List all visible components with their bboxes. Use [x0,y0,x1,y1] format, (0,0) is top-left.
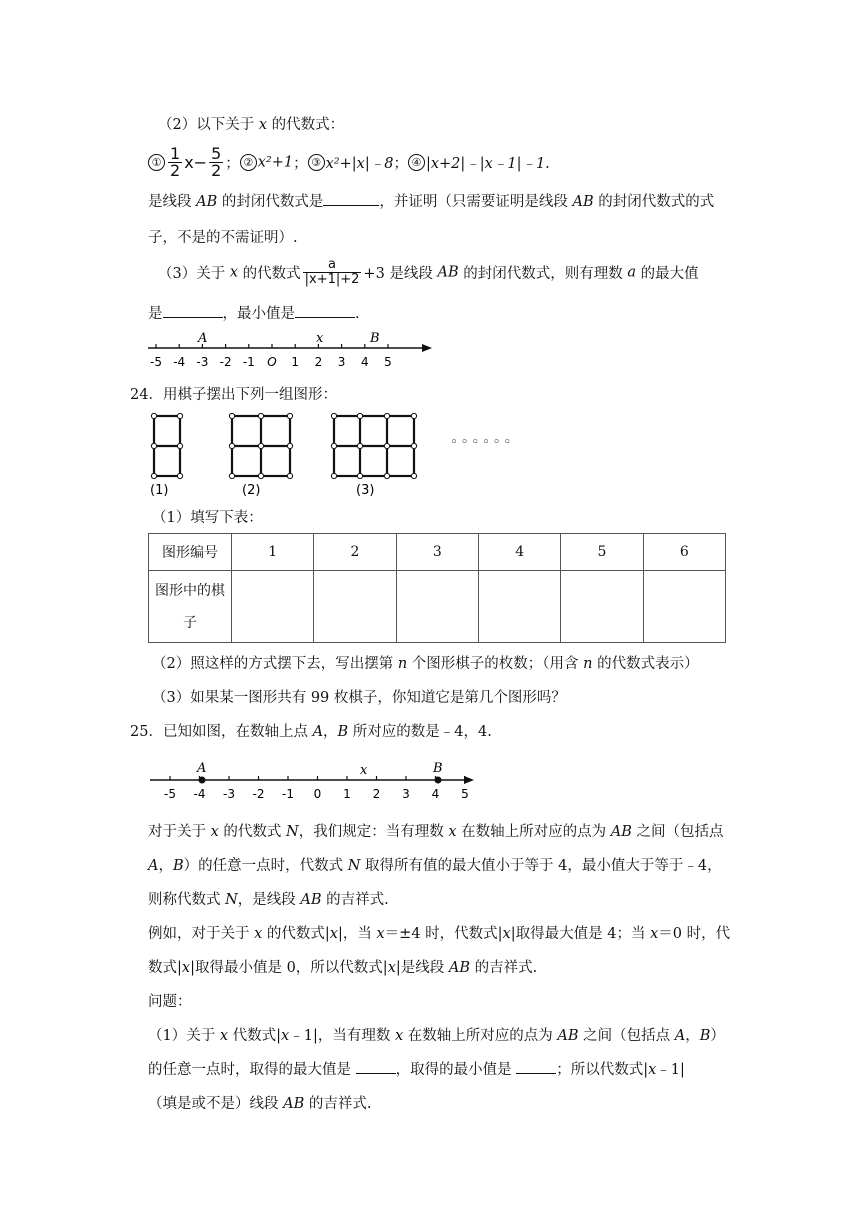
chess-figures [146,410,526,500]
point-label-A: A [197,761,207,776]
chess-piece [384,413,389,418]
table-cell: 6 [643,534,725,571]
continuation-dots: ◦◦◦◦◦◦ [450,435,515,450]
tick-label: -2 [252,787,265,801]
tick-label: 5 [384,355,392,369]
table-row-header: 图形编号 [149,534,232,571]
q23-part2-line3: 是线段 AB 的封闭代数式是 ，并证明（只需要证明是线段 AB 的封闭代数式的式 [148,194,715,210]
chess-piece [229,443,234,448]
point-label-B: B [370,331,380,346]
q23-part2-intro: （2）以下关于 x 的代数式： [158,117,345,133]
fraction: $\frac{5}{2}$ [211,144,222,180]
tick-label: 3 [402,787,410,801]
chess-piece [411,413,416,418]
chess-piece [258,413,263,418]
q25-q1-line3: （填是或不是）线段 AB 的吉祥式. [148,1096,372,1112]
q24-part1: （1）填写下表： [152,510,263,526]
chess-piece [411,443,416,448]
q25-title: 25．已知如图，在数轴上点 A，B 所对应的数是﹣4，4. [130,724,492,740]
chess-piece [411,473,416,478]
chess-piece [177,473,182,478]
figure-caption-1: (1) [150,483,169,498]
table-cell: 3 [396,534,478,571]
table-answer-cell[interactable] [478,571,560,643]
fill-table [148,533,726,643]
chess-piece [229,473,234,478]
tick-label: 2 [314,355,323,369]
tick-label: -5 [150,355,162,369]
q25-q1-line2: 的任意一点时，取得的最大值是 ，取得的最小值是 ；所以代数式|x﹣1| [148,1062,685,1078]
tick-label: 3 [337,355,346,369]
chess-piece [384,473,389,478]
circled-number-3: ③ [308,154,325,171]
table-answer-cell[interactable] [396,571,478,643]
chess-piece [287,413,292,418]
q23-part3-line2: 是 ，最小值是 . [148,306,360,322]
chess-piece [384,443,389,448]
table-cell: 5 [561,534,643,571]
chess-piece [357,413,362,418]
q24-part2: （2）照这样的方式摆下去，写出摆第 n 个图形棋子的枚数；（用含 n 的代数式表示） [152,656,699,672]
answer-blank[interactable] [323,205,379,206]
chess-piece [287,473,292,478]
table-answer-cell[interactable] [232,571,314,643]
tick-label: O [267,355,277,369]
q23-part2-line4: 子，不是的不需证明）. [148,230,298,246]
table-answer-cell[interactable] [314,571,396,643]
chess-piece [151,473,156,478]
chess-piece [229,413,234,418]
table-cell: 4 [478,534,560,571]
chess-piece [151,443,156,448]
chess-piece [287,443,292,448]
tick-label: 4 [360,355,369,369]
tick-label: -1 [242,355,255,369]
point-B-dot [435,777,442,784]
q25-question-label: 问题： [148,994,192,1010]
tick-label: -3 [223,787,235,801]
tick-label: -4 [193,787,206,801]
circled-number-1: ① [148,154,165,171]
figure-3 [334,416,414,476]
table-row-header: 图形中的棋 子 [149,571,232,643]
figure-caption-2: (2) [242,483,261,498]
q24-title: 24．用棋子摆出下列一组图形： [130,387,337,403]
arrow-head [422,344,432,352]
table-answer-cell[interactable] [561,571,643,643]
answer-blank[interactable] [163,317,223,318]
chess-piece [177,413,182,418]
answer-blank[interactable] [295,317,355,318]
fraction: $\frac{1}{2}$ [170,144,181,180]
q25-q1-line1: （1）关于 x 代数式|x﹣1|，当有理数 x 在数轴上所对应的点为 AB 之间（包括点 A，B） [148,1028,725,1044]
tick-label: -1 [282,787,294,801]
number-line-2 [148,756,478,802]
figure-caption-3: (3) [356,483,375,498]
q25-para1-line2: A，B）的任意一点时，代数式 N 取得所有值的最大值小于等于 4，最小值大于等于﹣4， [148,858,722,874]
q25-para1-line1: 对于关于 x 的代数式 N，我们规定：当有理数 x 在数轴上所对应的点为 AB 之间（包括点 [148,824,724,840]
point-label-x: x [316,331,324,346]
tick-label: 1 [343,787,351,801]
tick-label: -5 [164,787,176,801]
tick-label: 1 [291,355,300,369]
q25-example-line1: 例如，对于关于 x 的代数式|x|，当 x＝±4 时，代数式|x|取得最大值是 4；当 x＝0 时，代 [148,926,731,942]
fraction: $\frac{a}{|x+1|+2}$ [304,257,360,287]
chess-piece [357,473,362,478]
tick-label: 4 [431,787,440,801]
point-label-A: A [198,331,208,346]
table-cell: 2 [314,534,396,571]
q23-part3-line1: （3）关于 x 的代数式 $\frac{a}{|x+1|+2}$ +3 是线段 AB 的封闭代数式，则有理数 a 的最大值 [158,257,699,287]
table-cell: 1 [232,534,314,571]
chess-piece [331,443,336,448]
figure-1 [154,416,180,476]
tick-label: -3 [196,355,209,369]
tick-label: 2 [372,787,381,801]
table-answer-cell[interactable] [643,571,725,643]
chess-piece [357,443,362,448]
chess-piece [151,413,156,418]
circled-number-4: ④ [408,154,425,171]
q24-part3: （3）如果某一图形共有 99 枚棋子，你知道它是第几个图形吗？ [152,690,566,706]
chess-piece [258,473,263,478]
q25-para1-line3: 则称代数式 N，是线段 AB 的吉祥式. [148,892,389,908]
chess-piece [331,473,336,478]
answer-blank[interactable] [356,1073,396,1074]
circled-number-2: ② [240,154,257,171]
tick-label: -2 [219,355,232,369]
q23-options: ① $\frac{1}{2}$ x− $\frac{5}{2}$ ； ② x²+1； ③ x²+|x|﹣8； ④ |x+2|﹣|x﹣1|﹣1. [148,146,550,179]
point-label-B: B [433,761,443,776]
chess-piece [258,443,263,448]
answer-blank[interactable] [516,1073,556,1074]
number-line-1 [146,328,436,372]
q25-example-line2: 数式|x|取得最小值是 0，所以代数式|x|是线段 AB 的吉祥式. [148,960,538,976]
tick-label: -4 [173,355,186,369]
tick-label: 0 [313,787,322,801]
chess-piece [331,413,336,418]
point-label-x: x [360,763,368,778]
point-A-dot [199,777,206,784]
tick-label: 5 [461,787,469,801]
chess-piece [177,443,182,448]
